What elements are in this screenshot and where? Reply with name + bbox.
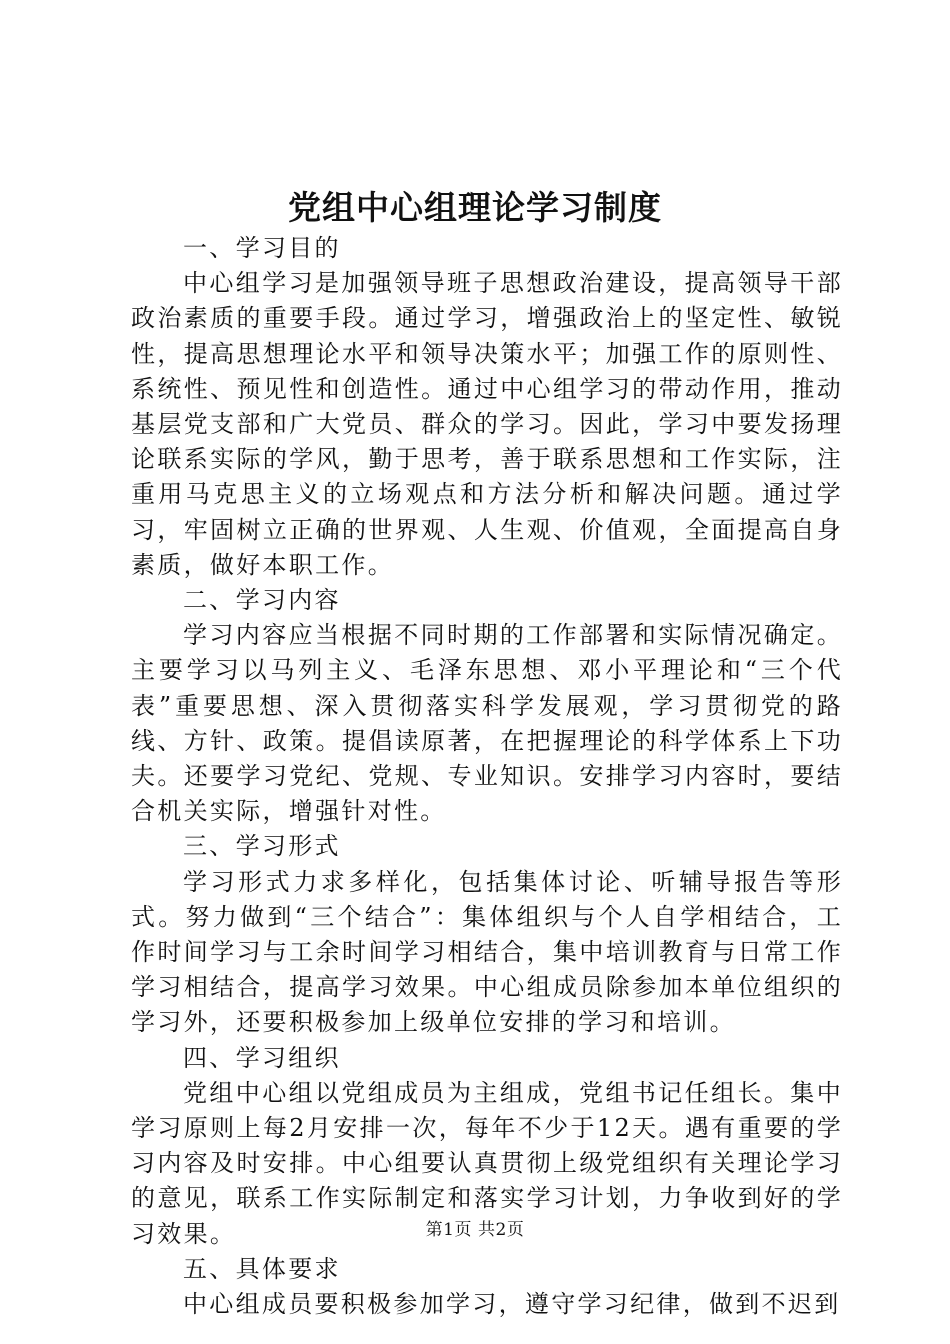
total-page-count: 共2页 <box>478 1220 525 1240</box>
section-purpose <box>131 231 843 583</box>
section-paragraph: 学习形式力求多样化，包括集体讨论、听辅导报告等形式。努力做到“三个结合”：集体组织与个人自学相结合，工作时间学习与工余时间学习相结合，集中培训教育与日常工作学习相结合，提高学习效果。中心组成员除参加本单位组织的学习外，还要积极参加上级单位安排的学习和培训。 <box>131 867 843 1037</box>
section-paragraph: 学习内容应当根据不同时期的工作部署和实际情况确定。主要学习以马列主义、毛泽东思想、邓小平理论和“三个代表”重要思想、深入贯彻落实科学发展观，学习贯彻党的路线、方针、政策。提倡读原著，在把握理论的科学体系上下功夫。还要学习党纪、党规、专业知识。安排学习内容时，要结合机关实际，增强针对性。 <box>131 621 843 826</box>
section-heading: 一、学习目的 <box>183 234 341 262</box>
section-paragraph: 中心组成员要积极参加学习，遵守学习纪律，做到不迟到 <box>183 1290 841 1319</box>
section-requirements <box>131 1252 843 1322</box>
section-heading: 三、学习形式 <box>183 832 341 861</box>
document-title: 党组中心组理论学习制度 <box>288 188 662 227</box>
current-page-number: 第1页 <box>425 1220 472 1240</box>
section-paragraph: 党组中心组以党组成员为主组成，党组书记任组长。集中学习原则上每2月安排一次，每年不少于12天。遇有重要的学习内容及时安排。中心组要认真贯彻上级党组织有关理论学习的意见，联系工作实际制定和落实学习计划，力争收到好的学习效果。 <box>131 1078 843 1248</box>
section-content <box>131 583 843 829</box>
section-paragraph: 中心组学习是加强领导班子思想政治建设，提高领导干部政治素质的重要手段。通过学习，增强政治上的坚定性、敏锐性，提高思想理论水平和领导决策水平；加强工作的原则性、系统性、预见性和创造性。通过中心组学习的带动作用，推动基层党支部和广大党员、群众的学习。因此，学习中要发扬理论联系实际的学风，勤于思考，善于联系思想和工作实际，注重用马克思主义的立场观点和方法分析和解决问题。通过学习，牢固树立正确的世界观、人生观、价值观，全面提高自身素质，做好本职工作。 <box>131 269 843 579</box>
section-form <box>131 829 843 1040</box>
section-heading: 四、学习组织 <box>183 1043 341 1072</box>
section-heading: 二、学习内容 <box>183 586 341 615</box>
page-footer <box>0 1215 950 1240</box>
document-body <box>131 231 843 1322</box>
section-heading: 五、具体要求 <box>183 1254 341 1283</box>
